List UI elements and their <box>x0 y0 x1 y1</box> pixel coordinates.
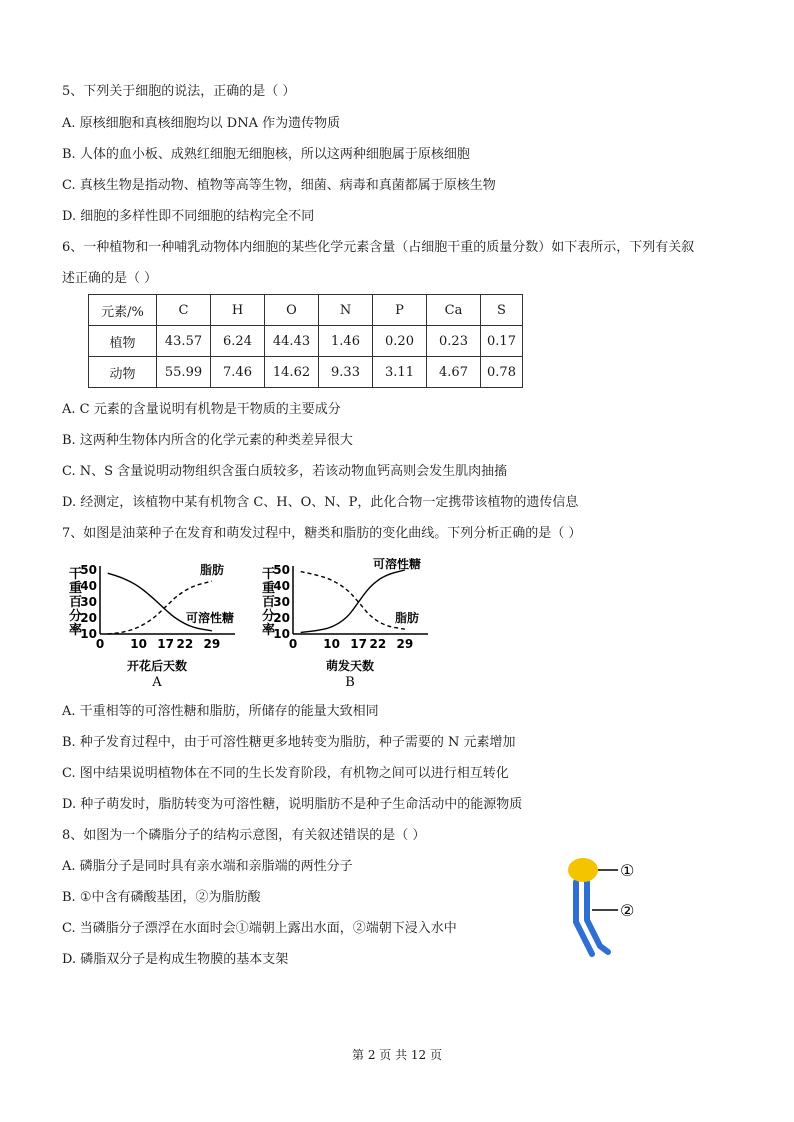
phospholipid-diagram <box>556 850 656 970</box>
x-tick-label: 0 <box>288 637 298 651</box>
series-line-fat <box>301 572 405 630</box>
element-table <box>88 294 523 388</box>
fatty-acid-tail-right <box>587 882 608 952</box>
x-tick-label: 29 <box>203 637 221 651</box>
y-axis-label-char: 率 <box>262 623 276 638</box>
y-tick-label: 50 <box>273 563 290 577</box>
y-axis-label-char: 率 <box>69 623 83 638</box>
x-tick-label: 17 <box>350 637 367 651</box>
label-1: ① <box>620 861 635 880</box>
series-label-fat: 脂肪 <box>200 563 225 577</box>
panel-label: B <box>345 675 355 690</box>
panel-label: A <box>152 675 162 690</box>
table-cell: 7.46 <box>211 357 265 388</box>
table-cell: 6.24 <box>211 326 265 357</box>
q8-stem: 8、如图为一个磷脂分子的结构示意图，有关叙述错误的是（ ） <box>62 828 426 843</box>
y-tick-label: 10 <box>273 627 290 641</box>
q7-option-a: A. 干重相等的可溶性糖和脂肪，所储存的能量大致相同 <box>62 704 379 719</box>
q6-stem-line2: 述正确的是（ ） <box>62 271 158 286</box>
q6-option-b: B. 这两种生物体内所含的化学元素的种类差异很大 <box>62 433 353 448</box>
x-tick-label: 17 <box>157 637 174 651</box>
table-cell: 14.62 <box>265 357 319 388</box>
q6-option-c: C. N、S 含量说明动物组织含蛋白质较多，若该动物血钙高则会发生肌肉抽搐 <box>62 464 508 479</box>
q5-stem: 5、下列关于细胞的说法，正确的是（ ） <box>62 84 296 99</box>
y-tick-label: 10 <box>80 627 97 641</box>
table-header-cell: O <box>265 295 319 326</box>
y-tick-label: 20 <box>80 611 97 625</box>
table-header-cell: N <box>319 295 373 326</box>
chart-b <box>255 558 445 690</box>
q5-option-c: C. 真核生物是指动物、植物等高等生物，细菌、病毒和真菌都属于原核生物 <box>62 178 496 193</box>
q7-option-c: C. 图中结果说明植物体在不同的生长发育阶段，有机物之间可以进行相互转化 <box>62 766 509 781</box>
table-header-cell: C <box>157 295 211 326</box>
table-cell: 44.43 <box>265 326 319 357</box>
y-axis-label-char: 重 <box>262 581 276 596</box>
q8-option-b: B. ①中含有磷酸基团，②为脂肪酸 <box>62 890 261 905</box>
table-cell: 植物 <box>89 326 157 357</box>
q8-option-d: D. 磷脂双分子是构成生物膜的基本支架 <box>62 952 289 967</box>
y-axis-label-char: 百 <box>262 595 276 610</box>
table-header-cell: 元素/% <box>89 295 157 326</box>
y-axis-label-char: 干 <box>262 567 276 582</box>
chart-a <box>62 558 252 690</box>
table-cell: 3.11 <box>373 357 427 388</box>
q7-option-b: B. 种子发育过程中，由于可溶性糖更多地转变为脂肪，种子需要的 N 元素增加 <box>62 735 516 750</box>
label-2: ② <box>620 901 635 920</box>
y-tick-label: 20 <box>273 611 290 625</box>
x-tick-label: 0 <box>95 637 105 651</box>
series-line-sugar <box>301 570 405 632</box>
table-cell: 0.23 <box>427 326 481 357</box>
table-cell: 1.46 <box>319 326 373 357</box>
chart-a-svg <box>62 558 252 690</box>
table-cell: 动物 <box>89 357 157 388</box>
series-label-fat: 脂肪 <box>395 611 420 625</box>
y-axis-label-char: 百 <box>69 595 83 610</box>
q6-option-a: A. C 元素的含量说明有机物是干物质的主要成分 <box>62 402 341 417</box>
y-axis-label-char: 分 <box>262 609 276 624</box>
q8-option-a: A. 磷脂分子是同时具有亲水端和亲脂端的两性分子 <box>62 859 353 874</box>
y-tick-label: 40 <box>273 579 290 593</box>
y-tick-label: 30 <box>273 595 290 609</box>
q6-stem-line1: 6、一种植物和一种哺乳动物体内细胞的某些化学元素含量（占细胞干重的质量分数）如下表所示，下列有关叙 <box>62 240 695 255</box>
y-tick-label: 50 <box>80 563 97 577</box>
q7-option-d: D. 种子萌发时，脂肪转变为可溶性糖，说明脂肪不是种子生命活动中的能源物质 <box>62 797 523 812</box>
x-axis-label: 开花后天数 <box>126 659 188 673</box>
y-axis-label-char: 分 <box>69 609 83 624</box>
q6-option-d: D. 经测定，该植物中某有机物含 C、H、O、N、P，此化合物一定携带该植物的遗传信息 <box>62 495 579 510</box>
table-cell: 9.33 <box>319 357 373 388</box>
y-axis-label-char: 干 <box>69 567 83 582</box>
x-tick-label: 22 <box>369 637 387 651</box>
y-tick-label: 40 <box>80 579 97 593</box>
page-footer: 第 2 页 共 12 页 <box>352 1048 442 1062</box>
x-tick-label: 10 <box>323 637 340 651</box>
q5-option-a: A. 原核细胞和真核细胞均以 DNA 作为遗传物质 <box>62 116 341 131</box>
table-header-cell: S <box>481 295 523 326</box>
table-header-cell: Ca <box>427 295 481 326</box>
series-label-sugar: 可溶性糖 <box>186 611 235 625</box>
table-cell: 0.17 <box>481 326 523 357</box>
table-cell: 0.20 <box>373 326 427 357</box>
table-cell: 0.78 <box>481 357 523 388</box>
table-cell: 55.99 <box>157 357 211 388</box>
chart-b-svg <box>255 558 445 690</box>
table-cell: 4.67 <box>427 357 481 388</box>
x-axis-label: 萌发天数 <box>325 659 375 673</box>
x-tick-label: 29 <box>396 637 414 651</box>
y-axis-label-char: 重 <box>69 581 83 596</box>
table-row-plant <box>89 326 523 357</box>
table-header-cell: P <box>373 295 427 326</box>
table-header-cell: H <box>211 295 265 326</box>
q5-option-d: D. 细胞的多样性即不同细胞的结构完全不同 <box>62 209 315 224</box>
q5-option-b: B. 人体的血小板、成熟红细胞无细胞核，所以这两种细胞属于原核细胞 <box>62 147 470 162</box>
table-cell: 43.57 <box>157 326 211 357</box>
q7-stem: 7、如图是油菜种子在发育和萌发过程中，糖类和脂肪的变化曲线。下列分析正确的是（ ） <box>62 526 582 541</box>
series-label-sugar: 可溶性糖 <box>373 558 422 571</box>
table-header-row <box>89 295 523 326</box>
series-line-fat <box>108 581 212 634</box>
phosphate-head <box>568 858 598 882</box>
q8-option-c: C. 当磷脂分子漂浮在水面时会①端朝上露出水面，②端朝下浸入水中 <box>62 921 457 936</box>
table-row-animal <box>89 357 523 388</box>
y-tick-label: 30 <box>80 595 97 609</box>
x-tick-label: 22 <box>176 637 194 651</box>
x-tick-label: 10 <box>130 637 147 651</box>
